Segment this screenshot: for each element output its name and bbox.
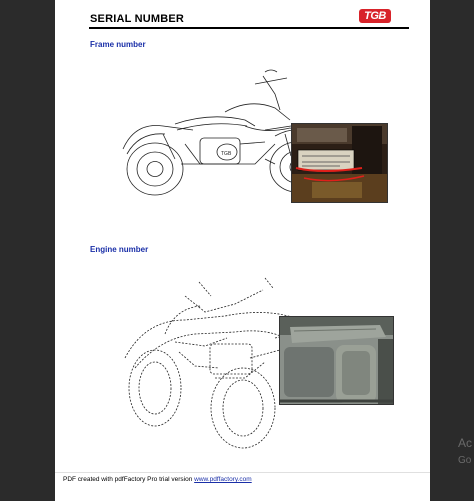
page-title: SERIAL NUMBER [90, 13, 185, 25]
svg-text:TGB: TGB [221, 151, 232, 157]
footer-divider [55, 472, 430, 473]
engine-number-label: Engine number [90, 245, 149, 254]
tgb-logo: TGB [359, 9, 391, 23]
pdffactory-link[interactable]: www.pdffactory.com [194, 476, 252, 483]
document-page [55, 0, 430, 501]
header-divider [89, 27, 409, 29]
pdf-footer [63, 476, 252, 483]
activation-overlay-line1: Ac [458, 436, 473, 450]
frame-number-photo [291, 123, 388, 203]
engine-number-photo [279, 316, 394, 405]
frame-number-label: Frame number [90, 40, 146, 49]
footer-text: PDF created with pdfFactory Pro trial version [63, 476, 195, 483]
activation-overlay-line2: Go [458, 455, 472, 466]
